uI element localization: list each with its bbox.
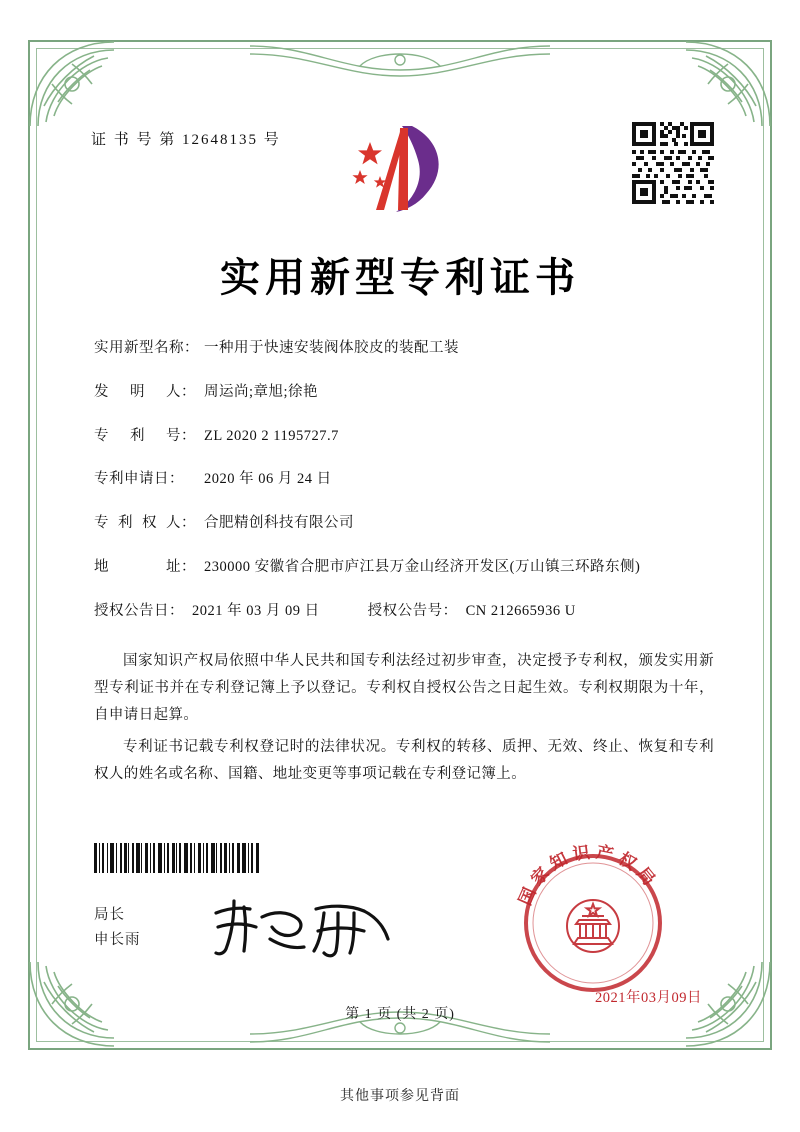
label-char: 权 bbox=[142, 515, 157, 531]
field-label bbox=[94, 513, 204, 535]
director-name: 申长雨 bbox=[94, 931, 141, 948]
label-char: 人： bbox=[166, 383, 196, 400]
page-title: 实用新型专利证书 bbox=[220, 254, 580, 301]
signature-block bbox=[94, 903, 141, 952]
label-char: 专 bbox=[94, 515, 109, 531]
field-label bbox=[94, 382, 204, 404]
field-value: 周运尚;章旭;徐艳 bbox=[204, 383, 319, 400]
label-char: 人： bbox=[166, 515, 196, 531]
field-row-publication bbox=[94, 601, 714, 623]
field-row-address bbox=[94, 557, 714, 579]
handwritten-signature bbox=[204, 893, 404, 963]
field-value: 230000 安徽省合肥市庐江县万金山经济开发区(万山镇三环路东侧) bbox=[204, 558, 641, 575]
label-char: 专 bbox=[94, 427, 109, 444]
grant-number-group bbox=[368, 601, 576, 623]
field-row-patent-number bbox=[94, 426, 714, 448]
field-label bbox=[94, 426, 204, 448]
barcode bbox=[94, 843, 324, 873]
field-row-patentee bbox=[94, 513, 714, 535]
qr-code bbox=[630, 120, 716, 206]
certificate-number: 证 书 号 第 12648135 号 bbox=[91, 132, 281, 148]
field-value: 2020 年 06 月 24 日 bbox=[204, 471, 332, 488]
svg-text:国家知识产权局: 国家知识产权局 bbox=[515, 842, 662, 909]
field-row-utility-model-name bbox=[94, 338, 714, 360]
field-label: 实用新型名称： bbox=[94, 340, 199, 356]
legal-paragraph: 国家知识产权局依照中华人民共和国专利法经过初步审查，决定授予专利权，颁发实用新型专利证书并在专利登记簿上予以登记。专利权自授权公告之日起生效。专利权期限为十年，自申请日起算。 bbox=[94, 653, 714, 723]
field-row-application-date bbox=[94, 469, 714, 491]
grant-date-value: 2021 年 03 月 09 日 bbox=[192, 602, 320, 619]
field-list bbox=[94, 338, 714, 634]
label-char: 号： bbox=[166, 427, 196, 444]
cnipa-logo-icon bbox=[340, 118, 460, 218]
label-char: 发 bbox=[94, 383, 109, 400]
label-char: 址： bbox=[166, 558, 196, 575]
label-char: 利 bbox=[118, 515, 133, 531]
legal-text bbox=[94, 648, 714, 794]
certificate-content bbox=[36, 48, 764, 1042]
director-title: 局长 bbox=[94, 907, 125, 923]
field-value: 一种用于快速安装阀体胶皮的装配工装 bbox=[204, 340, 459, 356]
label-char: 地 bbox=[94, 558, 109, 575]
field-label bbox=[94, 557, 204, 579]
field-value: 合肥精创科技有限公司 bbox=[204, 515, 354, 531]
label-char: 明 bbox=[130, 383, 145, 400]
field-value: ZL 2020 2 1195727.7 bbox=[204, 427, 339, 444]
grant-number-value: CN 212665936 U bbox=[465, 602, 576, 619]
page-indicator: 第 1 页 (共 2 页) bbox=[345, 1007, 455, 1022]
label-char: 利 bbox=[130, 427, 145, 444]
official-seal bbox=[508, 838, 678, 1008]
grant-date-group bbox=[94, 601, 320, 623]
legal-paragraph: 专利证书记载专利权登记时的法律状况。专利权的转移、质押、无效、终止、恢复和专利权人的姓名或名称、国籍、地址变更等事项记载在专利登记簿上。 bbox=[94, 739, 714, 783]
grant-date-label: 授权公告日： bbox=[94, 602, 184, 619]
seal-date: 2021年03月09日 bbox=[595, 990, 702, 1006]
grant-number-label: 授权公告号： bbox=[367, 602, 458, 619]
footnote: 其他事项参见背面 bbox=[340, 1089, 460, 1104]
field-row-inventor bbox=[94, 382, 714, 404]
field-label: 专利申请日： bbox=[94, 471, 184, 488]
